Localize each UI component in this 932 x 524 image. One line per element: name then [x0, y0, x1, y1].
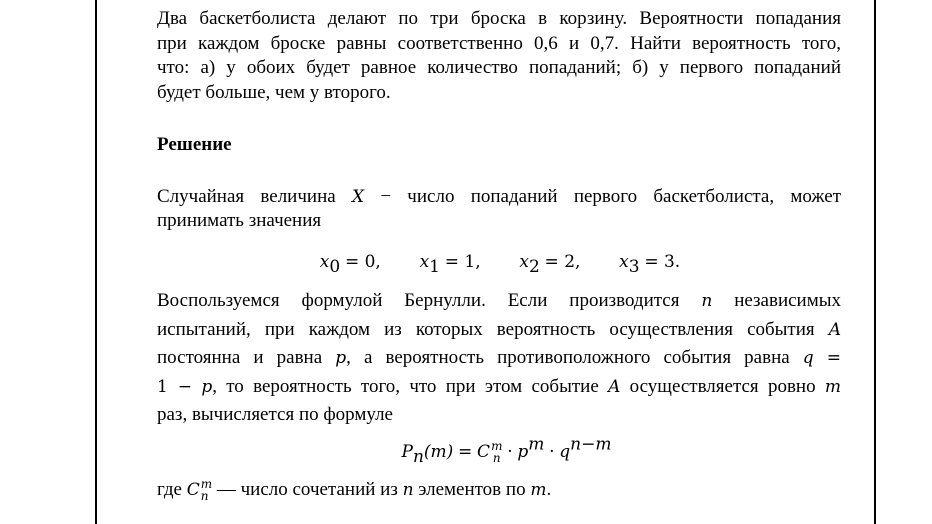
value-x0: $x_0 = 0$, [319, 251, 381, 277]
task-line-1: Два баскетболиста делают по три броска в корзину. Вероятности попадания [157, 8, 841, 29]
value-x3: $x_3 = 3$. [619, 251, 681, 277]
value-x1: $x_1 = 1$, [419, 251, 481, 277]
bernoulli-formula: $P_n(m) = C$ m n · $p^m \cdot q^{n-m}$ [401, 434, 612, 467]
task-line-4: будет больше, чем у второго. [157, 81, 391, 103]
random-variable-line-2: принимать значения [157, 210, 322, 231]
combinations-line: где C m n — число сочетаний из n элементов по m. [157, 477, 552, 504]
values-formula [157, 250, 841, 275]
bernoulli-paragraph [157, 287, 841, 430]
bernoulli-line-4: 1 − p, то вероятность того, что при этом событие A осуществляется ровно m [157, 375, 842, 397]
left-border-line [95, 0, 97, 524]
bernoulli-line-5: раз, вычисляется по формуле [157, 404, 393, 425]
value-x2: $x_2 = 2$, [519, 251, 581, 277]
random-variable-paragraph [157, 185, 841, 234]
bernoulli-line-2: испытаний, при каждом из которых вероятность осуществления события A [157, 318, 842, 340]
document-page [157, 4, 841, 502]
rv-variable: X [351, 186, 365, 207]
task-line-2: при каждом броске равны соответственно 0,6 и 0,7. Найти вероятность того, [157, 32, 841, 54]
rv-text-a: Случайная величина [157, 185, 336, 207]
task-statement [157, 7, 841, 105]
solution-heading: Решение [157, 134, 232, 155]
random-variable-line-1 [157, 185, 841, 210]
right-border-line [874, 0, 876, 524]
task-line-3: что: а) у обоих будет равное количество попаданий; б) у первого попаданий [157, 57, 841, 78]
rv-text-b: − число попаданий первого баскетболиста, может [380, 185, 842, 207]
bernoulli-line-3: постоянна и равна p, а вероятность противоположного события равна q = [157, 347, 842, 368]
bernoulli-line-1: Воспользуемся формулой Бернулли. Если производится n независимых [157, 290, 842, 311]
